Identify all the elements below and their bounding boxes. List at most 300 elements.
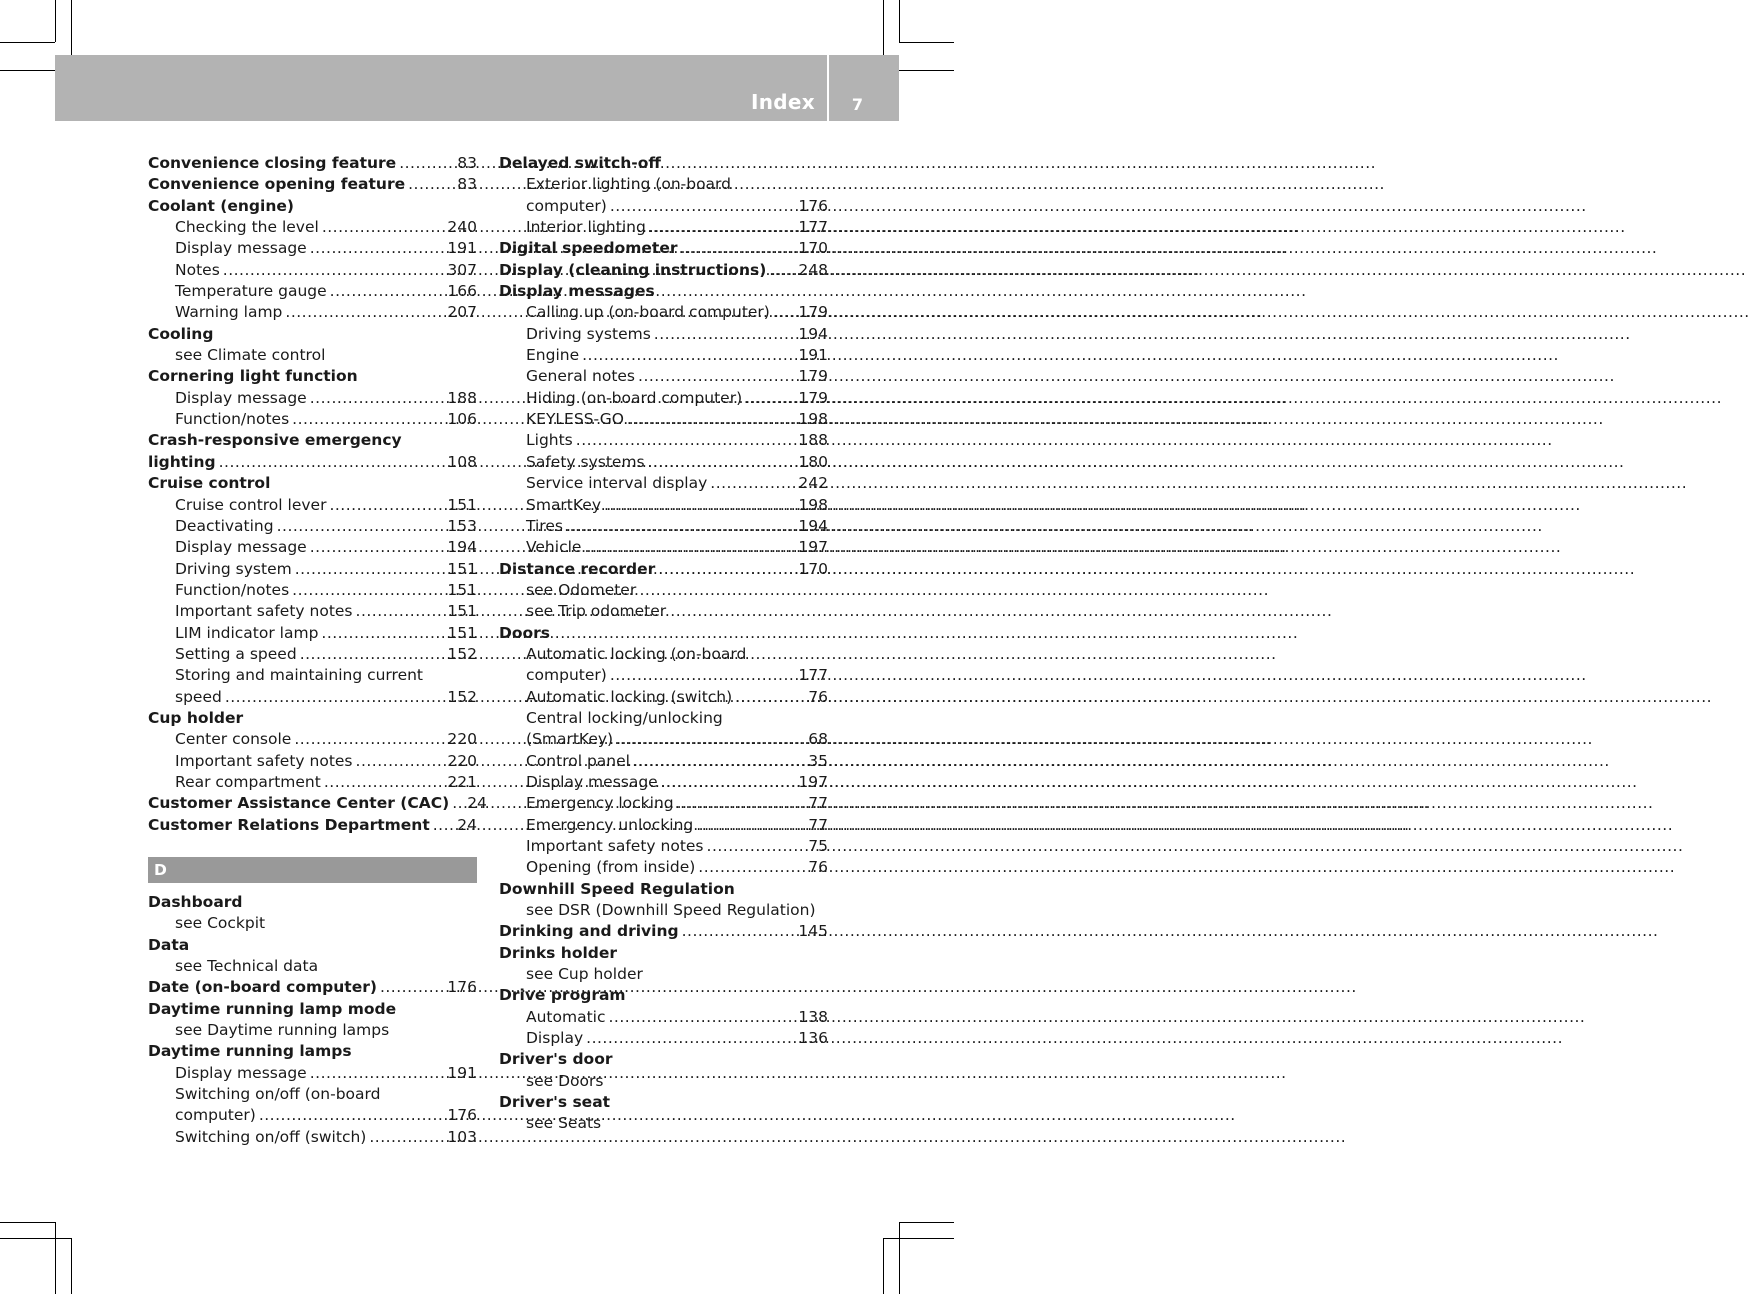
entry-text: Driver's seat xyxy=(499,1093,611,1112)
entry-text: Customer Assistance Center (CAC) xyxy=(148,794,450,813)
entry-text: Customer Relations Department xyxy=(148,815,430,834)
entry-text: see DSR (Downhill Speed Regulation) xyxy=(526,901,816,920)
leader-dots xyxy=(566,516,793,537)
page-reference[interactable]: 188 xyxy=(447,388,477,407)
entry-text: Display message xyxy=(175,239,307,258)
entry-text: Date (on-board computer) xyxy=(148,978,377,997)
leader-dots xyxy=(433,815,453,836)
index-entry xyxy=(148,892,477,913)
index-subentry xyxy=(499,537,828,558)
leader-dots xyxy=(616,729,803,750)
leader-dots xyxy=(710,473,793,494)
entry-text: Opening (from inside) xyxy=(526,858,696,877)
index-subentry xyxy=(499,793,828,814)
entry-text: Function/notes xyxy=(175,580,290,599)
entry-text: (SmartKey) xyxy=(526,730,614,749)
entry-text: Cooling xyxy=(148,324,214,343)
entry-text: see Climate control xyxy=(175,346,326,365)
page-reference[interactable]: 151 xyxy=(447,495,477,514)
entry-text: Crash-responsive emergency xyxy=(148,431,402,450)
page-title: Index xyxy=(751,90,815,114)
entry-text: Digital speedometer xyxy=(499,239,678,258)
page-reference[interactable]: 176 xyxy=(798,196,828,215)
page-reference[interactable]: 83 xyxy=(457,154,477,172)
leader-dots xyxy=(292,409,442,430)
entry-text: Distance recorder xyxy=(499,559,656,578)
page-reference[interactable]: 76 xyxy=(808,687,828,706)
leader-dots xyxy=(769,260,793,281)
entry-text: Automatic locking (on-board xyxy=(526,644,747,663)
index-subentry xyxy=(148,729,477,750)
index-entry xyxy=(148,452,477,473)
crop-mark xyxy=(0,1238,71,1239)
leader-dots xyxy=(223,260,443,281)
index-subentry xyxy=(148,1127,477,1148)
entry-text: Function/notes xyxy=(175,410,290,429)
leader-dots xyxy=(380,977,442,998)
crop-mark xyxy=(0,42,55,43)
crop-mark xyxy=(71,1238,72,1294)
index-subentry xyxy=(148,238,477,259)
page-reference[interactable]: 75 xyxy=(808,837,828,855)
index-subentry xyxy=(499,174,828,195)
page-reference[interactable]: 191 xyxy=(447,239,477,258)
leader-dots xyxy=(610,196,794,217)
entry-text: Warning lamp xyxy=(175,303,283,322)
index-subentry xyxy=(148,537,477,558)
entry-text: Switching on/off (switch) xyxy=(175,1127,367,1146)
index-subentry xyxy=(499,601,828,622)
leader-dots xyxy=(609,1007,794,1028)
page-reference[interactable]: 240 xyxy=(447,218,477,237)
page-reference[interactable]: 220 xyxy=(447,751,477,770)
page-reference[interactable]: 151 xyxy=(447,580,477,599)
entry-text: General notes xyxy=(526,367,636,386)
entry-text: Checking the level xyxy=(175,218,319,237)
leader-dots xyxy=(322,217,443,238)
leader-dots xyxy=(658,559,793,580)
entry-text: see Doors xyxy=(526,1071,604,1090)
index-entry xyxy=(148,366,477,387)
index-subentry xyxy=(499,580,828,601)
index-subentry xyxy=(499,729,828,750)
section-letter: D xyxy=(154,861,167,879)
leader-dots xyxy=(285,302,442,323)
index-subentry xyxy=(148,956,477,977)
index-subentry xyxy=(148,302,477,323)
leader-dots xyxy=(745,388,793,409)
index-subentry xyxy=(148,1105,477,1126)
page-reference[interactable]: 194 xyxy=(798,516,828,535)
crop-mark xyxy=(899,42,954,43)
page-reference[interactable]: 106 xyxy=(447,410,477,429)
entry-text: Engine xyxy=(526,346,580,365)
entry-text: see Seats xyxy=(526,1114,602,1133)
entry-text: Display (cleaning instructions) xyxy=(499,260,767,279)
page-reference[interactable]: 138 xyxy=(798,1007,828,1026)
index-entry xyxy=(499,1049,828,1070)
crop-mark xyxy=(899,1222,900,1294)
entry-text: Display messages xyxy=(499,282,655,301)
index-entry xyxy=(148,977,477,998)
entry-text: Control panel xyxy=(526,751,630,770)
index-subentry xyxy=(499,473,828,494)
crop-mark xyxy=(55,0,56,42)
leader-dots xyxy=(295,559,443,580)
page-reference[interactable]: 176 xyxy=(447,978,477,997)
entry-text: Exterior lighting (on-board xyxy=(526,175,731,194)
crop-mark xyxy=(883,0,884,55)
entry-text: Cruise control lever xyxy=(175,495,327,514)
index-subentry xyxy=(148,580,477,601)
page-reference[interactable]: 136 xyxy=(798,1029,828,1048)
index-subentry xyxy=(499,452,828,473)
page-reference[interactable]: 103 xyxy=(447,1127,477,1146)
page-reference[interactable]: 152 xyxy=(447,687,477,706)
page-reference[interactable]: 188 xyxy=(798,431,828,450)
leader-dots xyxy=(310,1063,443,1084)
page-reference[interactable]: 24 xyxy=(457,815,477,834)
entry-text: Emergency locking xyxy=(526,794,674,813)
leader-dots xyxy=(219,452,443,473)
entry-text: Center console xyxy=(175,730,292,749)
entry-text: Driving system xyxy=(175,559,292,578)
index-entry xyxy=(499,281,828,302)
index-subentry xyxy=(148,495,477,516)
entry-text: Lights xyxy=(526,431,573,450)
index-subentry xyxy=(148,260,477,281)
page-reference[interactable]: 179 xyxy=(798,303,828,322)
page-reference[interactable]: 194 xyxy=(798,324,828,343)
leader-dots xyxy=(735,687,803,708)
page-reference[interactable]: 170 xyxy=(798,239,828,258)
entry-text: Convenience opening feature xyxy=(148,175,406,194)
entry-text: Driving systems xyxy=(526,324,651,343)
entry-text: SmartKey xyxy=(526,495,601,514)
index-subentry xyxy=(499,1028,828,1049)
entry-text: Coolant (engine) xyxy=(148,196,294,215)
index-subentry xyxy=(499,964,828,985)
index-subentry xyxy=(499,430,828,451)
entry-text: see Technical data xyxy=(175,957,319,976)
page-reference[interactable]: 68 xyxy=(808,730,828,749)
page-reference[interactable]: 198 xyxy=(798,410,828,429)
crop-mark xyxy=(71,0,72,55)
entry-text: Cornering light function xyxy=(148,367,358,386)
entry-text: Vehicle xyxy=(526,538,582,557)
leader-dots xyxy=(452,793,462,814)
page-reference[interactable]: 152 xyxy=(447,644,477,663)
entry-text: Display message xyxy=(526,772,658,791)
entry-text: Display xyxy=(526,1029,584,1048)
index-entry xyxy=(148,999,477,1020)
page-reference[interactable]: 151 xyxy=(447,559,477,578)
entry-text: Central locking/unlocking xyxy=(526,708,723,727)
entry-text: speed xyxy=(175,687,222,706)
index-subentry xyxy=(499,409,828,430)
page-header xyxy=(55,55,899,121)
leader-dots xyxy=(661,772,794,793)
leader-dots xyxy=(310,388,443,409)
entry-text: Display message xyxy=(175,1063,307,1082)
crop-mark xyxy=(55,1222,56,1294)
page-reference[interactable]: 177 xyxy=(798,218,828,237)
leader-dots xyxy=(259,1105,443,1126)
entry-text: see Daytime running lamps xyxy=(175,1021,390,1040)
index-subentry xyxy=(148,665,477,686)
entry-text: Deactivating xyxy=(175,516,274,535)
index-subentry xyxy=(148,1063,477,1084)
index-subentry xyxy=(148,772,477,793)
entry-text: computer) xyxy=(526,196,607,215)
index-subentry xyxy=(499,772,828,793)
page-reference[interactable]: 194 xyxy=(447,538,477,557)
crop-mark xyxy=(899,1222,954,1223)
leader-dots xyxy=(300,644,443,665)
page-reference[interactable]: 35 xyxy=(808,751,828,770)
index-subentry xyxy=(148,687,477,708)
index-entry xyxy=(148,1041,477,1062)
index-entry xyxy=(148,935,477,956)
page-reference[interactable]: 198 xyxy=(798,495,828,514)
entry-text: Convenience closing feature xyxy=(148,154,397,172)
entry-text: Driver's door xyxy=(499,1050,613,1069)
page-reference[interactable]: 191 xyxy=(447,1063,477,1082)
index-subentry xyxy=(148,601,477,622)
leader-dots xyxy=(310,537,443,558)
entry-text: Drinks holder xyxy=(499,943,618,962)
index-subentry xyxy=(148,623,477,644)
leader-dots xyxy=(324,772,443,793)
entry-text: Tires xyxy=(526,516,563,535)
index-column-left xyxy=(148,153,487,1148)
leader-dots xyxy=(648,452,794,473)
entry-text: lighting xyxy=(148,452,216,471)
entry-text: Data xyxy=(148,935,190,954)
page-reference[interactable]: 179 xyxy=(798,388,828,407)
entry-text: Daytime running lamps xyxy=(148,1042,352,1061)
index-subentry xyxy=(499,644,828,665)
index-entry xyxy=(499,879,828,900)
page-reference[interactable]: 191 xyxy=(798,346,828,365)
leader-dots xyxy=(681,238,794,259)
index-subentry xyxy=(499,495,828,516)
leader-dots xyxy=(356,601,443,622)
leader-dots xyxy=(649,217,794,238)
entry-text: Dashboard xyxy=(148,893,243,911)
leader-dots xyxy=(225,687,443,708)
index-subentry xyxy=(499,1113,828,1134)
entry-text: Delayed switch-off xyxy=(499,154,661,172)
entry-text: Doors xyxy=(499,623,551,642)
index-subentry xyxy=(148,409,477,430)
entry-text: Switching on/off (on-board xyxy=(175,1085,381,1104)
index-subentry xyxy=(499,217,828,238)
crop-mark xyxy=(899,70,954,71)
page-reference[interactable]: 77 xyxy=(808,815,828,834)
entry-text: see Cup holder xyxy=(526,965,643,984)
page-reference[interactable]: 24 xyxy=(467,794,487,813)
entry-text: Setting a speed xyxy=(175,644,297,663)
index-subentry xyxy=(148,751,477,772)
page-reference[interactable]: 77 xyxy=(808,794,828,813)
index-subentry xyxy=(499,665,828,686)
entry-text: KEYLESS-GO xyxy=(526,410,624,429)
index-subentry xyxy=(148,345,477,366)
page-reference[interactable]: 170 xyxy=(798,559,828,578)
leader-dots xyxy=(654,324,794,345)
index-subentry xyxy=(499,196,828,217)
index-subentry xyxy=(499,687,828,708)
page-reference[interactable]: 221 xyxy=(447,772,477,791)
index-entry xyxy=(499,943,828,964)
leader-dots xyxy=(627,409,794,430)
index-subentry xyxy=(499,324,828,345)
index-subentry xyxy=(499,815,828,836)
page-reference[interactable]: 176 xyxy=(447,1106,477,1125)
entry-text: Important safety notes xyxy=(175,602,353,621)
leader-dots xyxy=(677,793,804,814)
index-entries-d xyxy=(148,892,477,1148)
page-reference[interactable]: 145 xyxy=(798,922,828,941)
page-reference[interactable]: 76 xyxy=(808,858,828,877)
entry-text: Cup holder xyxy=(148,708,244,727)
index-column-right xyxy=(499,153,828,1135)
index-entries-c xyxy=(148,153,487,836)
index-subentry xyxy=(148,281,477,302)
index-subentry xyxy=(499,900,828,921)
page-number: 7 xyxy=(851,95,863,114)
leader-dots xyxy=(294,729,442,750)
entry-text: Display message xyxy=(175,388,307,407)
index-subentry xyxy=(148,1020,477,1041)
leader-dots xyxy=(610,665,794,686)
page-reference[interactable]: 177 xyxy=(798,666,828,685)
leader-dots xyxy=(682,921,794,942)
entry-text: Drinking and driving xyxy=(499,922,679,941)
index-subentry xyxy=(499,751,828,772)
index-entry xyxy=(148,153,477,174)
leader-dots xyxy=(408,174,452,195)
entry-text: Daytime running lamp mode xyxy=(148,999,397,1018)
entry-text: Automatic locking (switch) xyxy=(526,687,733,706)
page-reference[interactable]: 197 xyxy=(798,772,828,791)
index-entry xyxy=(148,174,477,195)
page-reference[interactable]: 151 xyxy=(447,602,477,621)
page-reference[interactable]: 197 xyxy=(798,538,828,557)
index-subentry xyxy=(148,217,477,238)
index-entry xyxy=(499,238,828,259)
leader-dots xyxy=(586,1028,793,1049)
entry-text: Important safety notes xyxy=(175,751,353,770)
leader-dots xyxy=(321,623,442,644)
page-reference[interactable]: 242 xyxy=(798,474,828,493)
entry-text: computer) xyxy=(175,1106,256,1125)
section-header-d xyxy=(148,857,477,883)
index-subentry xyxy=(148,516,477,537)
index-subentry xyxy=(148,644,477,665)
leader-dots xyxy=(369,1127,442,1148)
leader-dots xyxy=(292,580,442,601)
entry-text: Notes xyxy=(175,260,220,279)
index-subentry xyxy=(499,345,828,366)
page-reference[interactable]: 108 xyxy=(447,452,477,471)
crop-mark xyxy=(883,1238,884,1294)
index-entry xyxy=(148,430,477,451)
page-reference[interactable]: 180 xyxy=(798,452,828,471)
entry-text: Safety systems xyxy=(526,452,645,471)
page-reference[interactable]: 248 xyxy=(798,260,828,279)
index-entry xyxy=(499,559,828,580)
entry-text: Interior lighting xyxy=(526,218,646,237)
leader-dots xyxy=(277,516,443,537)
entry-text: Downhill Speed Regulation xyxy=(499,879,735,898)
entry-text: Important safety notes xyxy=(526,837,704,855)
entry-text: LIM indicator lamp xyxy=(175,623,319,642)
entry-text: Automatic xyxy=(526,1007,606,1026)
leader-dots xyxy=(707,836,804,857)
leader-dots xyxy=(310,238,443,259)
entry-text: Storing and maintaining current xyxy=(175,666,423,685)
entry-text: Hiding (on-board computer) xyxy=(526,388,743,407)
crop-mark xyxy=(0,1222,55,1223)
entry-text: Temperature gauge xyxy=(175,282,327,301)
leader-dots xyxy=(604,495,793,516)
entry-text: see Trip odometer xyxy=(526,602,667,621)
entry-text: Cruise control xyxy=(148,474,271,493)
leader-dots xyxy=(576,430,794,451)
page-reference[interactable]: 151 xyxy=(447,623,477,642)
entry-text: Calling up (on-board computer) xyxy=(526,303,770,322)
index-entries-d-continued xyxy=(499,153,828,1135)
index-subentry xyxy=(499,857,828,878)
leader-dots xyxy=(696,815,803,836)
entry-text: Service interval display xyxy=(526,474,708,493)
leader-dots xyxy=(638,366,793,387)
index-entry xyxy=(499,985,828,1006)
leader-dots xyxy=(584,537,793,558)
crop-mark xyxy=(899,0,900,42)
index-entry xyxy=(148,324,477,345)
entry-text: Drive program xyxy=(499,986,626,1005)
index-subentry xyxy=(499,366,828,387)
page-reference[interactable]: 207 xyxy=(447,303,477,322)
page-reference[interactable]: 220 xyxy=(447,730,477,749)
page-reference[interactable]: 83 xyxy=(457,175,477,194)
leader-dots xyxy=(356,751,443,772)
index-entry xyxy=(499,921,828,942)
leader-dots xyxy=(698,857,803,878)
index-subentry xyxy=(499,516,828,537)
index-subentry xyxy=(499,836,828,857)
entry-text: computer) xyxy=(526,666,607,685)
page-reference[interactable]: 153 xyxy=(447,516,477,535)
index-entry xyxy=(499,153,828,174)
index-entry xyxy=(499,1092,828,1113)
index-subentry xyxy=(148,559,477,580)
index-entry xyxy=(148,815,477,836)
index-entry xyxy=(148,473,477,494)
leader-dots xyxy=(773,302,794,323)
index-entry xyxy=(499,623,828,644)
index-subentry xyxy=(499,1071,828,1092)
index-subentry xyxy=(148,913,477,934)
page-reference[interactable]: 179 xyxy=(798,367,828,386)
leader-dots xyxy=(330,281,443,302)
page-reference[interactable]: 307 xyxy=(447,260,477,279)
page-reference[interactable]: 166 xyxy=(447,282,477,301)
leader-dots xyxy=(329,495,442,516)
